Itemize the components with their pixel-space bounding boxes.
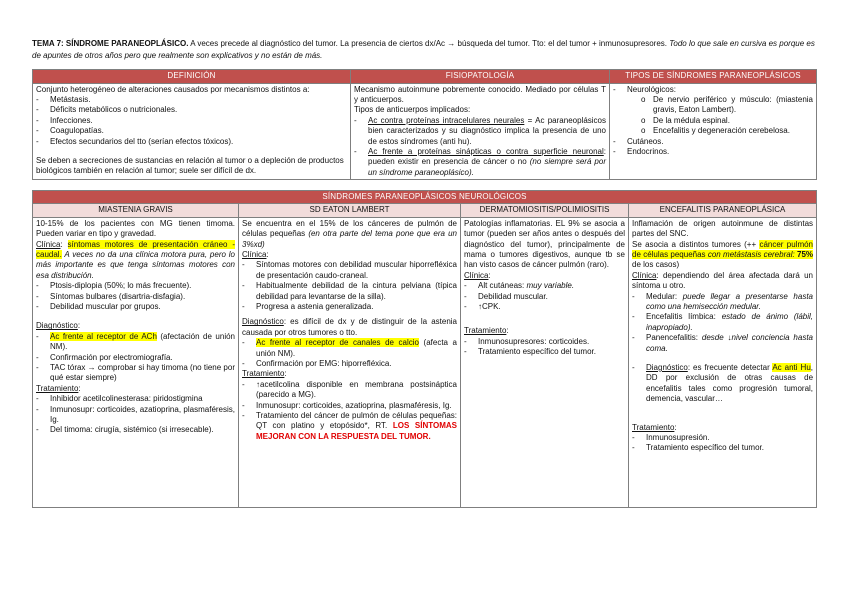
list-item: - Síntomas motores con debilidad muscular hiporrefléxica de presentación caudo-craneal. xyxy=(242,260,457,280)
list-item: - Debilidad muscular por grupos. xyxy=(36,302,161,311)
list-item: - Endocrinos. xyxy=(613,146,670,156)
list-item: - Efectos secundarios del tto (serían efectos tóxicos). xyxy=(36,136,234,146)
list-item: - Tratamiento del cáncer de pulmón de células pequeñas: QT con platino y etopósido*, RT. LOS SÍNTOMAS MEJORAN CON LA RESPUESTA DEL TUMOR. xyxy=(242,410,457,441)
list-item: - Síntomas bulbares (disartria-disfagia). xyxy=(36,291,186,301)
header-fisiopatologia: FISIOPATOLOGÍA xyxy=(351,70,610,83)
list-item: - Cutáneos. xyxy=(613,136,664,146)
eaton-lambert-cell xyxy=(239,217,461,507)
el-tratamiento: Tratamiento: xyxy=(242,369,287,379)
enc-tratamiento: Tratamiento: xyxy=(632,422,677,432)
el-diagnostico: Diagnóstico: es difícil de dx y de distinguir de la astenia causada por otros tumores o tto. xyxy=(242,317,457,337)
list-item: - Del timoma: cirugía, sistémico (si irresecable). xyxy=(36,425,214,435)
list-item: - Neurológicos: xyxy=(613,84,676,94)
miastenia-cell xyxy=(33,217,239,507)
list-item: - Ac frente a proteínas sinápticas o contra superficie neuronal: pueden existir en presencia de cáncer o no (no siempre será por un síndrome paraneoplásico). xyxy=(354,146,606,177)
definicion-footer: Se deben a secreciones de sustancias en relación al tumor o a depleción de productos biológicos también en relación al tumor; suele ser difícil de dx. xyxy=(36,155,344,176)
definicion-intro: Conjunto heterogéneo de alteraciones causados por mecanismos distintos a: xyxy=(36,84,310,94)
list-item: - Ac frente al receptor de canales de calcio (afecta a unión NM). xyxy=(242,338,457,358)
list-item: - Coagulopatías. xyxy=(36,126,104,136)
mg-tratamiento: Tratamiento: xyxy=(36,383,81,393)
intro-italic: Todo lo que sale en cursiva es porque es de apuntes de otros años pero que realmente son explicativos y no están de más. xyxy=(32,39,815,60)
mg-diagnostico: Diagnóstico: xyxy=(36,321,81,331)
fisiopatologia-cell xyxy=(351,83,610,180)
header-tipos: TIPOS DE SÍNDROMES PARANEOPLÁSICOS xyxy=(610,70,817,83)
list-item: - Tratamiento específico del tumor. xyxy=(632,443,764,453)
enc-asociacion: Se asocia a distintos tumores (++ cáncer pulmón de células pequeñas con metástasis cerebral: 75% de los casos) xyxy=(632,239,814,270)
overview-table xyxy=(32,69,817,180)
list-subitem: o De la médula espinal. xyxy=(641,115,730,125)
header-definicion: DEFINICIÓN xyxy=(33,70,351,83)
list-item: - Progresa a astenia generalizada. xyxy=(242,302,374,311)
list-item: - Ac frente al receptor de ACh (afectación de unión NM). xyxy=(36,331,235,352)
neuro-header-row xyxy=(33,191,817,204)
col-eaton-lambert: SD EATON LAMBERT xyxy=(239,204,461,217)
list-item: - ↑acetilcolina disponible en membrana postsináptica (parecido a MG). xyxy=(242,379,457,400)
enc-intro: Inflamación de origen autoinmune de distintas partes del SNC. xyxy=(632,218,814,239)
list-item: - TAC tórax → comprobar si hay timoma (no tiene por qué estar siempre) xyxy=(36,362,235,383)
list-item: - Debilidad muscular. xyxy=(464,291,548,301)
col-encefalitis: ENCEFALITIS PARANEOPLÁSICA xyxy=(629,204,817,217)
neuro-table-title: SÍNDROMES PARANEOPLÁSICOS NEUROLÓGICOS xyxy=(33,191,817,204)
list-item: - Ac contra proteínas intracelulares neurales = Ac paraneoplásicos bien caracterizados y su diagnóstico implica la presencia de uno de estos síndromes (anti hu). xyxy=(354,115,606,146)
tipos-cell xyxy=(610,83,817,180)
definicion-cell xyxy=(33,83,351,180)
encefalitis-cell xyxy=(629,217,817,507)
list-item: - Encefalitis límbica: estado de ánimo (lábil, inapropiado). xyxy=(632,312,814,332)
list-item: - Metástasis. xyxy=(36,94,91,104)
list-item: - Inmunosupresores: corticoides. xyxy=(464,336,590,346)
list-item: - Déficits metabólicos o nutricionales. xyxy=(36,105,178,115)
list-item: - Inmunosupr: corticoides, azatioprina, plasmaféresis, Ig. xyxy=(242,400,452,410)
list-item: - Tratamiento específico del tumor. xyxy=(464,347,596,357)
list-subitem: o De nervio periférico y músculo: (miastenia gravis, Eaton Lambert). xyxy=(641,94,813,115)
list-item: - Confirmación por EMG: hiporrefléxica. xyxy=(242,358,392,368)
intro-text: A veces precede al diagnóstico del tumor. La presencia de ciertos dx/Ac → búsqueda del tumor. Tto: el del tumor + inmunosupresores. xyxy=(188,39,668,48)
intro-paragraph xyxy=(32,38,816,61)
overview-header-row xyxy=(33,70,817,83)
list-item: - ↑CPK. xyxy=(464,302,501,311)
list-item: - Inhibidor acetilcolinesterasa: piridostigmina xyxy=(36,394,203,404)
col-dermatomiositis: DERMATOMIOSITIS/POLIMIOSITIS xyxy=(461,204,629,217)
list-item: - Medular: puede llegar a presentarse hasta como una hemisección medular. xyxy=(632,291,814,311)
list-item: - Alt cutáneas: muy variable. xyxy=(464,281,575,291)
neuro-syndromes-table xyxy=(32,190,817,508)
list-item: - Diagnóstico: es frecuente detectar Ac anti Hu, DD por exclusión de otras causas de encefalitis tales como progresión tumoral, demencia, vascular… xyxy=(632,362,814,404)
el-clinica: Clínica: xyxy=(242,250,269,260)
fisio-p1: Mecanismo autoinmune pobremente conocido. Mediado por células T y anticuerpos. xyxy=(354,84,606,104)
overview-body-row xyxy=(33,83,817,180)
dm-tratamiento: Tratamiento: xyxy=(464,326,509,336)
enc-clinica: Clínica: dependiendo del área afectada dará un síntoma u otro. xyxy=(632,270,814,291)
list-item: - Confirmación por electromiografía. xyxy=(36,352,173,362)
fisio-p2: Tipos de anticuerpos implicados: xyxy=(354,105,471,115)
list-item: - Inmunosupr: corticoides, azatioprina, plasmaféresis, Ig. xyxy=(36,404,235,424)
neuro-subheader-row xyxy=(33,204,817,217)
list-subitem: o Encefalitis y degeneración cerebelosa. xyxy=(641,126,790,136)
list-item: - Inmunosupresión. xyxy=(632,432,710,442)
list-item: - Panencefalitis: desde ↓nivel conciencia hasta coma. xyxy=(632,333,814,353)
intro-title: TEMA 7: SÍNDROME PARANEOPLÁSICO. xyxy=(32,39,189,48)
mg-clinica: Clínica: síntomas motores de presentación cráneo - caudal. A veces no da una clínica motora pura, pero lo más importante es que tenga síntomas motores con esa distribución. xyxy=(36,239,235,280)
dm-clinica: Clínica: xyxy=(464,270,491,280)
mg-intro: 10-15% de los pacientes con MG tienen timoma. Pueden variar en tipo y gravedad. xyxy=(36,218,235,239)
list-item: - Habitualmente debilidad de la cintura pelviana (típica debilidad para levantarse de la silla). xyxy=(242,281,457,301)
neuro-body-row xyxy=(33,217,817,507)
list-item: - Infecciones. xyxy=(36,115,93,125)
dermatomiositis-cell xyxy=(461,217,629,507)
dm-intro: Patologías inflamatorias. EL 9% se asocia a tumor (pueden ser años antes o después del diagnóstico del tumor), principalmente de mama o tumores digestivos, aunque tb se han visto casos de cáncer pulmón (raro). xyxy=(464,218,625,270)
col-miastenia: MIASTENIA GRAVIS xyxy=(33,204,239,217)
el-intro: Se encuentra en el 15% de los cánceres de pulmón de células pequeñas (en otra parte del tema pone que era un 3%xd) xyxy=(242,218,457,249)
list-item: - Ptosis-diplopia (50%; lo más frecuente). xyxy=(36,281,192,291)
